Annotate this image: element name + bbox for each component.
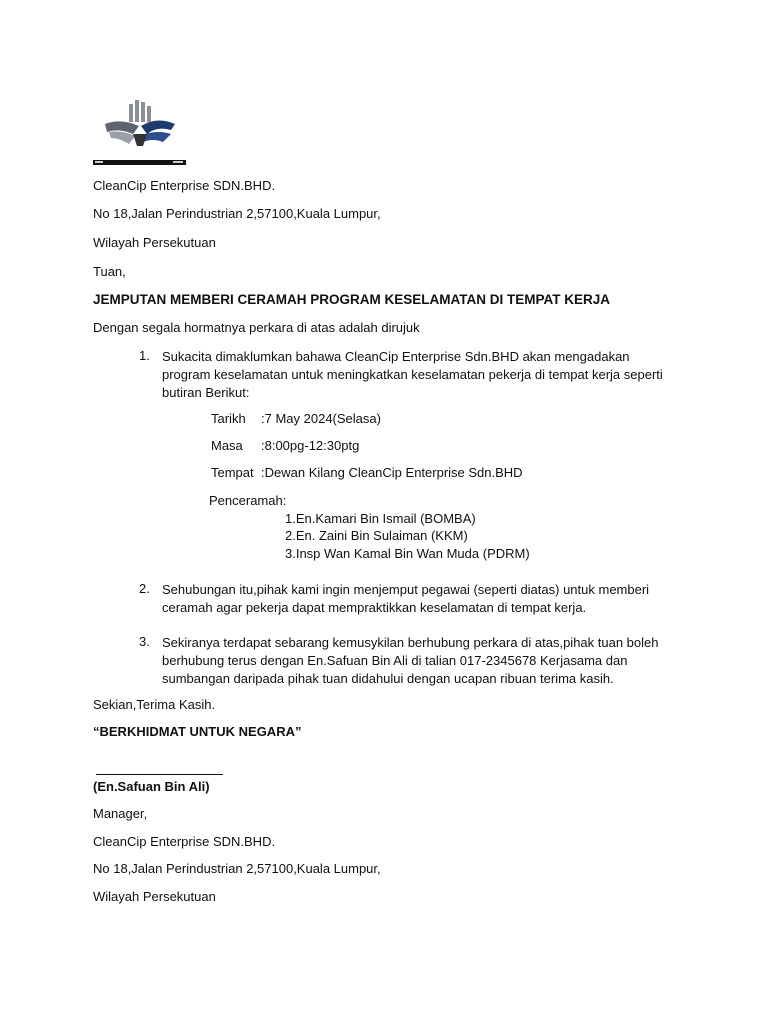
detail-label: Tarikh <box>211 411 246 426</box>
logo-underline <box>93 160 186 165</box>
speaker-item: 1.En.Kamari Bin Ismail (BOMBA) <box>285 511 476 526</box>
detail-value: :Dewan Kilang CleanCip Enterprise Sdn.BHD <box>261 465 523 480</box>
sender-address: No 18,Jalan Perindustrian 2,57100,Kuala Lumpur, <box>93 206 381 221</box>
letter-subject: JEMPUTAN MEMBERI CERAMAH PROGRAM KESELAMATAN DI TEMPAT KERJA <box>93 292 611 307</box>
motto: “BERKHIDMAT UNTUK NEGARA” <box>93 724 302 739</box>
item-number: 1. <box>139 348 150 363</box>
company-logo <box>93 88 186 166</box>
sender-region: Wilayah Persekutuan <box>93 235 216 250</box>
signatory-title: Manager, <box>93 806 148 821</box>
speakers-label: Penceramah: <box>209 493 287 508</box>
signatory-company: CleanCip Enterprise SDN.BHD. <box>93 834 276 849</box>
item-text: Sukacita dimaklumkan bahawa CleanCip Enterprise Sdn.BHD akan mengadakan program keselamatan untuk meningkatkan keselamatan pekerja di tempat kerja seperti butiran Berikut: <box>162 349 663 400</box>
item-text: Sekiranya terdapat sebarang kemusykilan berhubung perkara di atas,pihak tuan boleh berhubung terus dengan En.Safuan Bin Ali di talian 017-2345678 Kerjasama dan sumbangan daripada pihak tuan didahului dengan ucapan ribuan terima kasih. <box>162 635 659 686</box>
detail-label: Tempat <box>211 465 254 480</box>
intro-text: Dengan segala hormatnya perkara di atas adalah dirujuk <box>93 320 420 335</box>
salutation: Tuan, <box>93 264 126 279</box>
item-number: 3. <box>139 634 150 649</box>
signatory-name: (En.Safuan Bin Ali) <box>93 779 210 794</box>
closing-text: Sekian,Terima Kasih. <box>93 697 216 712</box>
speaker-item: 3.Insp Wan Kamal Bin Wan Muda (PDRM) <box>285 546 530 561</box>
speaker-item: 2.En. Zaini Bin Sulaiman (KKM) <box>285 528 468 543</box>
signatory-region: Wilayah Persekutuan <box>93 889 216 904</box>
signatory-address: No 18,Jalan Perindustrian 2,57100,Kuala Lumpur, <box>93 861 381 876</box>
signature-line <box>96 774 223 775</box>
detail-value: :7 May 2024(Selasa) <box>261 411 381 426</box>
detail-value: :8:00pg-12:30ptg <box>261 438 360 453</box>
sender-company: CleanCip Enterprise SDN.BHD. <box>93 178 276 193</box>
item-number: 2. <box>139 581 150 596</box>
detail-label: Masa <box>211 438 243 453</box>
item-text: Sehubungan itu,pihak kami ingin menjemput pegawai (seperti diatas) untuk memberi ceramah agar pekerja dapat mempraktikkan keselamatan di tempat kerja. <box>162 582 650 615</box>
